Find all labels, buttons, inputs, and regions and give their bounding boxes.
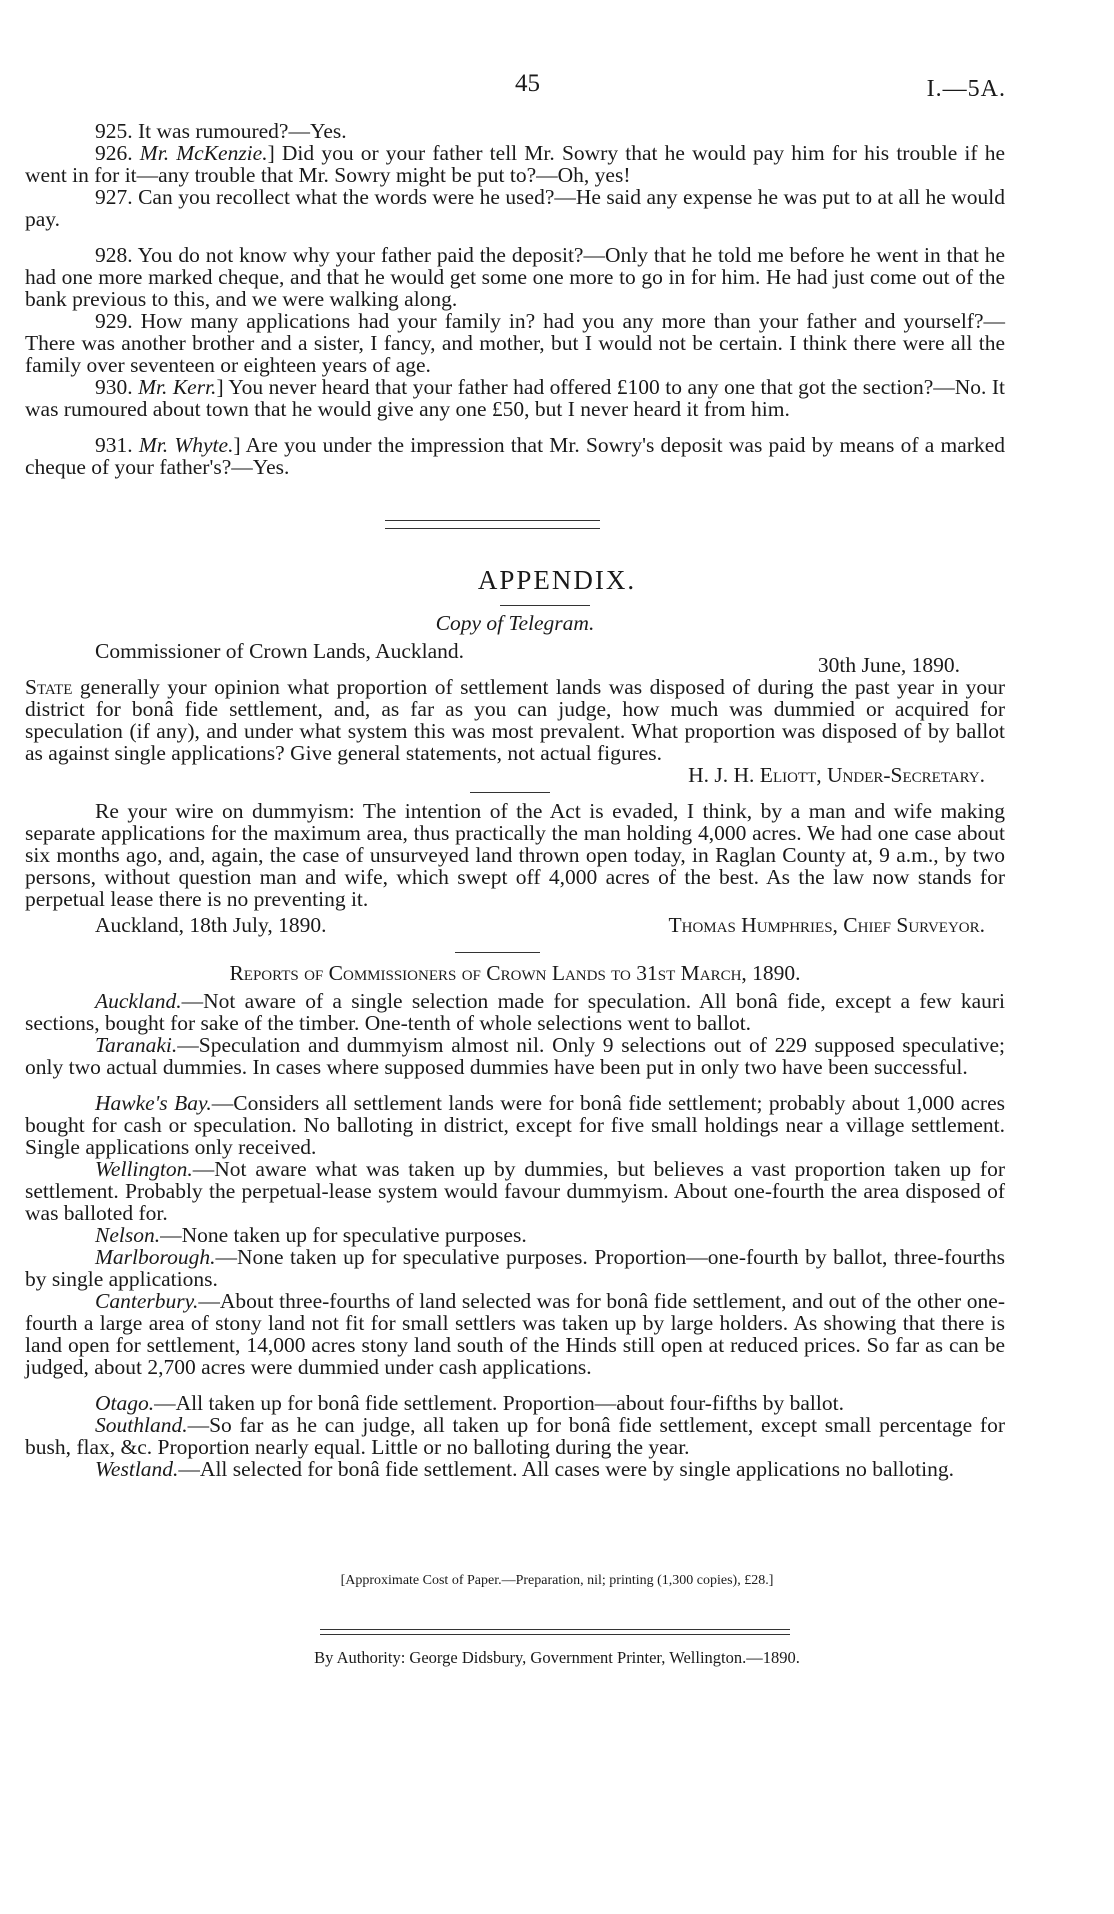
- reply-body: Re your wire on dummyism: The intention of the Act is evaded, I think, by a man and wife making separate applications for the maximum area, thus practically the man holding 4,000 acres. We had one case about six months ago, and, again, the case of unsurveyed land thrown open today, in Raglan County at, 9 a.m., by two persons, without question man and wife, which swept off 4,000 acres of the best. As the law now stands for perpetual lease there is no preventing it.: [25, 799, 1005, 911]
- telegram-heading: Copy of Telegram.: [435, 611, 595, 635]
- reply-place-date: Auckland, 18th July, 1890.: [95, 913, 327, 937]
- report-entry: Otago.—All taken up for bonâ fide settlement. Proportion—about four-fifths by ballot.: [95, 1391, 844, 1415]
- reports-section: [25, 962, 1005, 1480]
- report-entry: Wellington.—Not aware what was taken up by dummies, but believes a vast proportion taken up for settlement. Probably the perpetual-lease system would favour dummyism. About one-fourth the area disposed of was balloted for.: [25, 1157, 1005, 1225]
- footer-rule: [320, 1629, 790, 1635]
- evidence-paragraph: 925. It was rumoured?—Yes.: [95, 119, 347, 143]
- reply-footer: [25, 914, 1005, 936]
- telegram-body: State generally your opinion what proportion of settlement lands was disposed of during the past year in your district for bonâ fide settlement, and, as far as you can judge, how much was dummied or acquired for speculation (if any), and under what system this was most prevalent. What proportion was disposed of by ballot as against single applications? Give general statements, not actual figures.: [25, 675, 1006, 765]
- evidence-paragraph: 926. Mr. McKenzie.] Did you or your father tell Mr. Sowry that he would pay him for his trouble if he went in for it—any trouble that Mr. Sowry might be put to?—Oh, yes!: [25, 141, 1005, 187]
- evidence-paragraph: 930. Mr. Kerr.] You never heard that your father had offered £100 to any one that got the section?—No. It was rumoured about town that he would give any one £50, but I never heard it from him.: [25, 375, 1005, 421]
- reply-rule: [455, 952, 540, 953]
- report-entry: Auckland.—Not aware of a single selection made for speculation. All bonâ fide, except a few kauri sections, bought for sake of the timber. One-tenth of whole selections went to ballot.: [25, 989, 1005, 1035]
- report-entry: Hawke's Bay.—Considers all settlement lands were for bonâ fide settlement; probably about 1,000 acres bought for cash or speculation. No balloting in district, except for five small holdings near a village settlement. Single applications only received.: [25, 1091, 1005, 1159]
- telegram-rule: [470, 792, 550, 793]
- reports-heading: Reports of Commissioners of Crown Lands to 31st March, 1890.: [229, 961, 801, 985]
- section-divider: [385, 520, 600, 529]
- report-entry: Southland.—So far as he can judge, all taken up for bonâ fide settlement, except small percentage for bush, flax, &c. Proportion nearly equal. Little or no balloting during the year.: [25, 1413, 1005, 1459]
- printer-imprint: By Authority: George Didsbury, Government Printer, Wellington.—1890.: [314, 1648, 800, 1667]
- telegram-date: 30th June, 1890.: [817, 653, 960, 677]
- document-reference: I.—5A.: [926, 76, 1006, 102]
- telegram-section: [25, 612, 1005, 786]
- page-number: 45: [515, 70, 540, 97]
- report-entry: Westland.—All selected for bonâ fide settlement. All cases were by single applications no balloting.: [95, 1457, 955, 1481]
- evidence-paragraph: 931. Mr. Whyte.] Are you under the impression that Mr. Sowry's deposit was paid by means of a marked cheque of your father's?—Yes.: [25, 433, 1006, 479]
- report-entry: Taranaki.—Speculation and dummyism almost nil. Only 9 selections out of 229 supposed speculative; only two actual dummies. In cases where supposed dummies have been put in only two have been successful.: [25, 1033, 1005, 1079]
- report-entry: Marlborough.—None taken up for speculative purposes. Proportion—one-fourth by ballot, three-fourths by single applications.: [25, 1245, 1005, 1291]
- page-header: [0, 70, 1114, 110]
- telegram-signature: H. J. H. Eliott, Under-Secretary.: [688, 763, 985, 787]
- report-entry: Canterbury.—About three-fourths of land selected was for bonâ fide settlement, and out of the other one-fourth a large area of stony land not fit for small settlers was taken up by large holders. As showing that there is land open for settlement, 14,000 acres stony land south of the Hinds still open at reduced prices. So far as can be judged, about 2,700 acres were dummied under cash applications.: [25, 1289, 1005, 1379]
- report-entry: Nelson.—None taken up for speculative purposes.: [95, 1223, 527, 1247]
- cost-note: [Approximate Cost of Paper.—Preparation, nil; printing (1,300 copies), £28.]: [340, 1573, 774, 1588]
- evidence-paragraph: 927. Can you recollect what the words were he used?—He said any expense he was put to at all he would pay.: [25, 185, 1005, 231]
- appendix-title: APPENDIX.: [477, 565, 637, 595]
- evidence-paragraph: 929. How many applications had your family in? had you any more than your father and yourself?—There was another brother and a sister, I fancy, and mother, but I would not be certain. I think there were all the family over seventeen or eighteen years of age.: [25, 309, 1005, 377]
- title-rule: [500, 605, 590, 606]
- evidence-paragraph: 928. You do not know why your father paid the deposit?—Only that he told me before he went in that he had one more marked cheque, and that he would get some one more to go in for him. He had just come out of the bank previous to this, and we were walking along.: [25, 243, 1005, 311]
- reply-signature: Thomas Humphries, Chief Surveyor.: [668, 913, 985, 937]
- reply-section: [25, 800, 1005, 936]
- evidence-section: [25, 120, 1005, 478]
- telegram-recipient: Commissioner of Crown Lands, Auckland.: [95, 639, 465, 663]
